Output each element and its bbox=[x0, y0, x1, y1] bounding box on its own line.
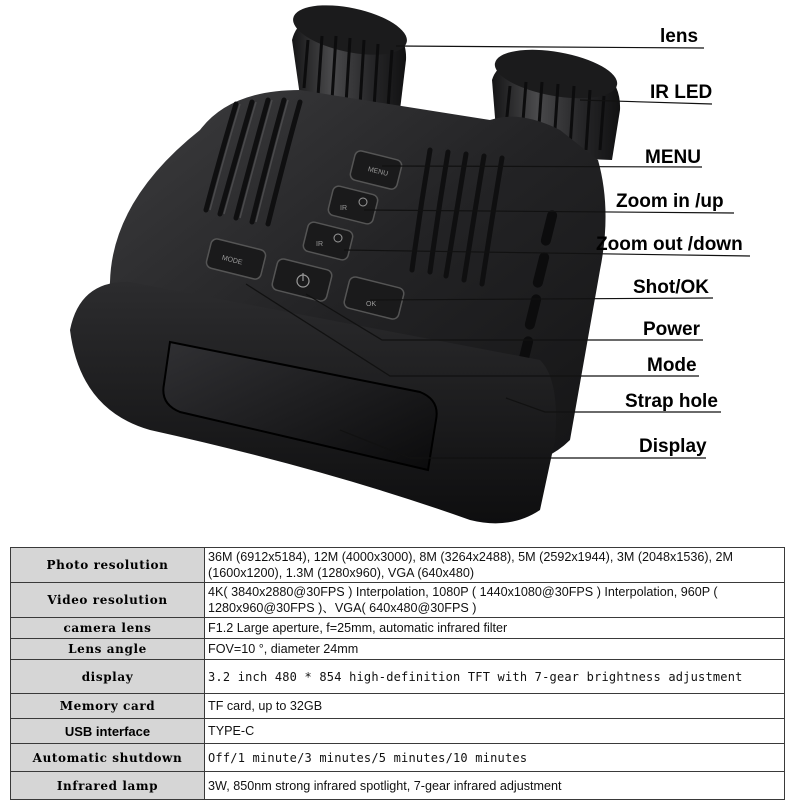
table-row bbox=[11, 639, 785, 660]
spec-label: Photo resolution bbox=[11, 548, 205, 583]
spec-value: TF card, up to 32GB bbox=[205, 694, 785, 719]
spec-label: Video resolution bbox=[11, 583, 205, 618]
table-row bbox=[11, 744, 785, 772]
spec-label: Infrared lamp bbox=[11, 772, 205, 800]
table-row bbox=[11, 660, 785, 694]
spec-label: Automatic shutdown bbox=[11, 744, 205, 772]
callout-mode: Mode bbox=[647, 355, 697, 376]
table-row bbox=[11, 583, 785, 618]
spec-value: 4K( 3840x2880@30FPS ) Interpolation, 1080P ( 1440x1080@30FPS ) Interpolation, 960P ( 1280x960@30FPS )、VGA( 640x480@30FPS ) bbox=[205, 583, 785, 618]
spec-label: Memory card bbox=[11, 694, 205, 719]
callout-ir-led: IR LED bbox=[650, 82, 713, 103]
spec-value: Off/1 minute/3 minutes/5 minutes/10 minutes bbox=[205, 744, 785, 772]
callout-power: Power bbox=[643, 319, 701, 340]
spec-value: F1.2 Large aperture, f=25mm, automatic infrared filter bbox=[205, 618, 785, 639]
spec-label: USB interface bbox=[11, 719, 205, 744]
zoom-in-button-label: IR bbox=[340, 205, 347, 212]
callout-zoom-out: Zoom out /down bbox=[596, 234, 743, 255]
zoom-out-button-label: IR bbox=[316, 241, 323, 248]
spec-value: 3.2 inch 480 * 854 high-definition TFT with 7-gear brightness adjustment bbox=[205, 660, 785, 694]
spec-label: Lens angle bbox=[11, 639, 205, 660]
callout-shot-ok: Shot/OK bbox=[633, 277, 709, 298]
shot-ok-button-label: OK bbox=[366, 301, 377, 308]
spec-value: 3W, 850nm strong infrared spotlight, 7-gear infrared adjustment bbox=[205, 772, 785, 800]
callout-lens: lens bbox=[660, 26, 699, 47]
spec-value: 36M (6912x5184), 12M (4000x3000), 8M (3264x2488), 5M (2592x1944), 3M (2048x1536), 2M (1600x1200), 1.3M (1280x960), VGA (640x480) bbox=[205, 548, 785, 583]
table-row bbox=[11, 772, 785, 800]
spec-label: display bbox=[11, 660, 205, 694]
spec-value: TYPE-C bbox=[205, 719, 785, 744]
table-row bbox=[11, 548, 785, 583]
menu-button-label: MENU bbox=[367, 166, 389, 178]
callout-zoom-in: Zoom in /up bbox=[616, 191, 724, 212]
table-row bbox=[11, 719, 785, 744]
callout-menu: MENU bbox=[645, 147, 701, 168]
spec-label: camera lens bbox=[11, 618, 205, 639]
table-row bbox=[11, 694, 785, 719]
spec-table bbox=[10, 547, 785, 800]
mode-button-label: MODE bbox=[220, 254, 244, 267]
table-row bbox=[11, 618, 785, 639]
spec-value: FOV=10 °, diameter 24mm bbox=[205, 639, 785, 660]
callout-display: Display bbox=[639, 436, 707, 457]
callout-strap-hole: Strap hole bbox=[625, 391, 718, 412]
